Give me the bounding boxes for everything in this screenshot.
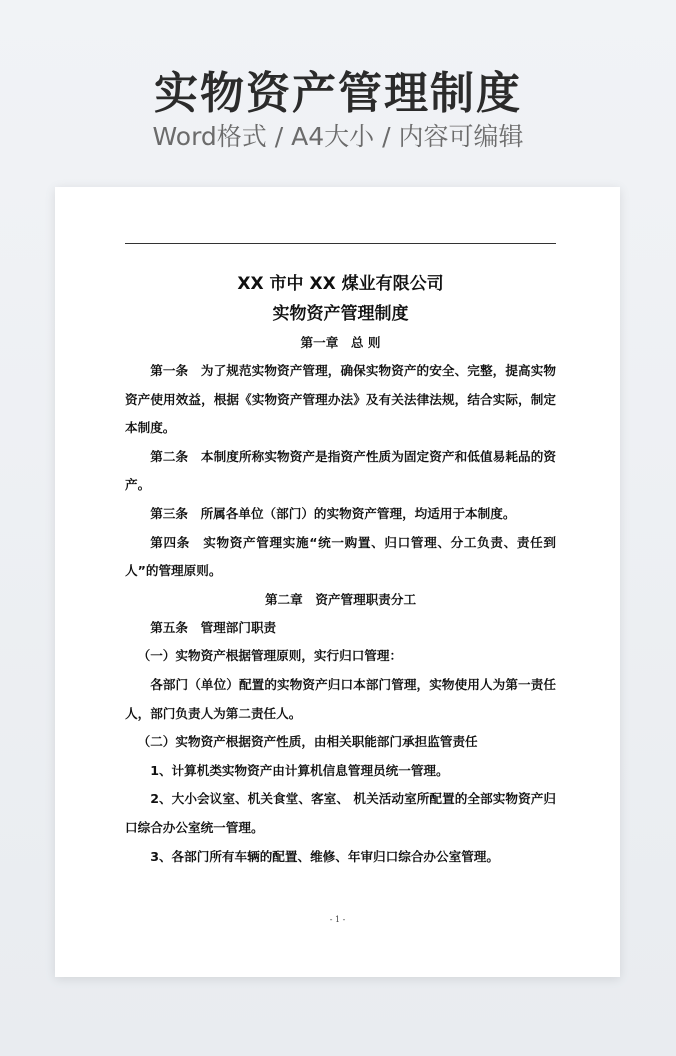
list-item: （二）实物资产根据资产性质，由相关职能部门承担监管责任 — [137, 734, 478, 750]
document-page — [55, 187, 620, 977]
document-body — [125, 269, 556, 871]
article-paragraph: 第三条 所属各单位（部门）的实物资产管理，均适用于本制度。 — [150, 505, 516, 521]
company-name: XX 市中 XX 煤业有限公司 — [237, 274, 444, 294]
chapter-heading: 第一章 总 则 — [300, 335, 381, 350]
list-item: 2、大小会议室、机关食堂、客室、 机关活动室所配置的全部实物资产归口综合办公室统一管理。 — [125, 791, 556, 835]
list-item: 1、计算机类实物资产由计算机信息管理员统一管理。 — [150, 762, 449, 778]
article-paragraph: 第四条 实物资产管理实施“统一购置、归口管理、分工负责、责任到人”的管理原则。 — [125, 534, 556, 579]
banner-title: 实物资产管理制度 — [154, 68, 522, 119]
banner-subtitle: Word格式 / A4大小 / 内容可编辑 — [152, 122, 524, 151]
document-title: 实物资产管理制度 — [272, 304, 409, 324]
article-paragraph: 第一条 为了规范实物资产管理，确保实物资产的安全、完整，提高实物资产使用效益，根据《实物资产管理办法》及有关法律法规，结合实际，制定本制度。 — [125, 363, 556, 436]
page-number: - 1 - — [329, 915, 346, 924]
article-paragraph: 第五条 管理部门职责 — [150, 619, 277, 635]
article-paragraph: 第二条 本制度所称实物资产是指资产性质为固定资产和低值易耗品的资产。 — [125, 448, 556, 493]
list-item: 3、各部门所有车辆的配置、维修、年审归口综合办公室管理。 — [150, 848, 499, 864]
body-paragraph: 各部门（单位）配置的实物资产归口本部门管理，实物使用人为第一责任人，部门负责人为第二责任人。 — [125, 676, 556, 721]
chapter-heading: 第二章 资产管理职责分工 — [264, 591, 417, 607]
list-item: （一）实物资产根据管理原则，实行归口管理： — [137, 648, 403, 664]
header-rule — [125, 243, 556, 244]
